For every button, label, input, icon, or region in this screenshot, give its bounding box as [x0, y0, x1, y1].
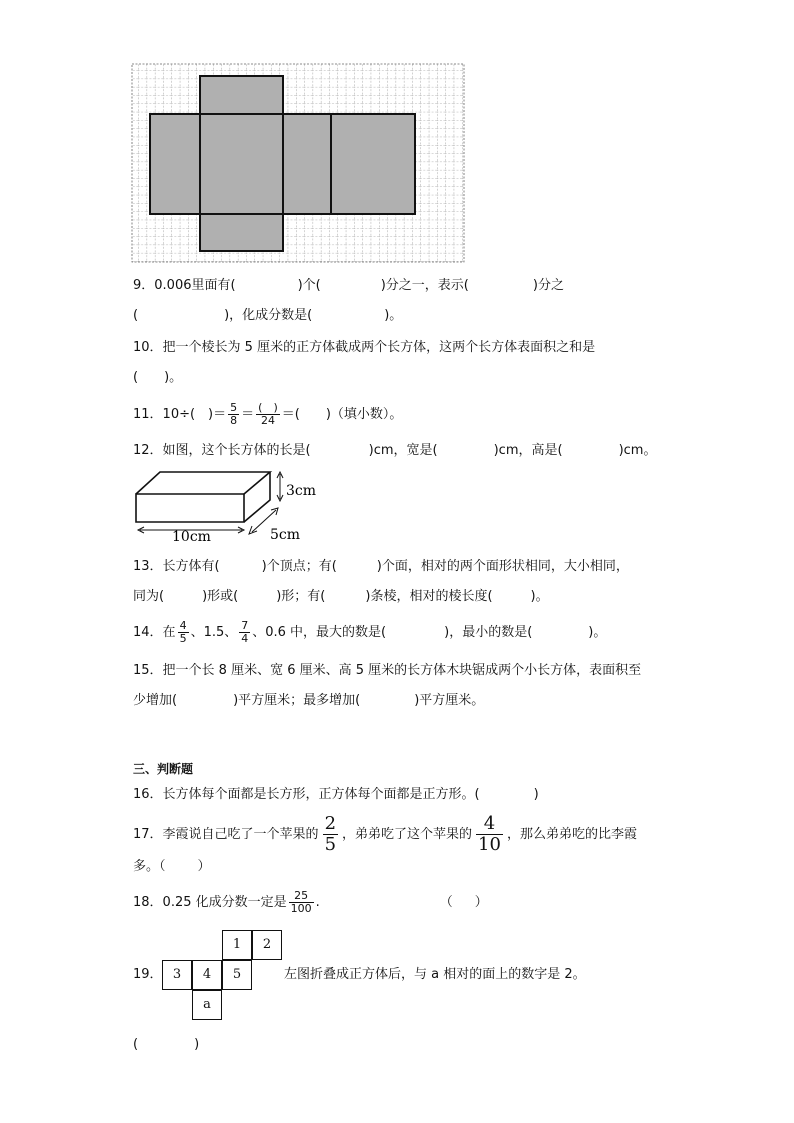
question-13-line-2: 同为( )形或( )形；有( )条棱，相对的棱长度( )。 — [133, 589, 549, 604]
question-19-number: 19． — [133, 967, 163, 982]
cuboid-figure — [130, 466, 330, 544]
length-label: 10cm — [172, 529, 211, 544]
fraction-4-10: $\frac{4}{10}$ — [478, 813, 501, 855]
net-cell-4: 4 — [192, 960, 222, 990]
net-face-left — [150, 114, 200, 214]
question-10-blank: ( )。 — [133, 370, 183, 385]
question-15-line-1: 15．把一个长 8 厘米、宽 6 厘米、高 5 厘米的长方体木块锯成两个小长方体，表面积至 — [133, 663, 642, 678]
question-17-line-2: 多。（ ） — [133, 859, 211, 874]
question-15-line-2: 少增加( )平方厘米；最多增加( )平方厘米。 — [133, 693, 485, 708]
cuboid-front-face — [136, 494, 244, 522]
fraction-4-5: $\frac{4}{5}$ — [179, 619, 187, 645]
question-19-text: 左图折叠成正方体后，与 a 相对的面上的数字是 2。 — [284, 967, 586, 982]
net-cell-a: a — [192, 990, 222, 1020]
question-13-line-1: 13．长方体有( )个顶点；有( )个面，相对的两个面形状相同，大小相同， — [133, 559, 629, 574]
fraction-5-8: $\frac{5}{8}$ — [230, 401, 238, 427]
net-cell-3: 3 — [162, 960, 192, 990]
section-title-judgement: 三、判断题 — [133, 762, 194, 776]
cuboid-top-face — [136, 472, 270, 494]
question-11: 11．10÷( )＝ $\frac{5}{8}$ ＝ $\frac{( )}{24}$ ＝( )（填小数）。 — [133, 401, 403, 427]
fraction-7-4: $\frac{7}{4}$ — [241, 619, 249, 645]
question-16: 16．长方体每个面都是长方形，正方体每个面都是正方形。( ) — [133, 787, 539, 802]
height-label: 3cm — [286, 483, 317, 499]
question-12: 12．如图，这个长方体的长是( )cm，宽是( )cm，高是( )cm。 — [133, 443, 657, 458]
question-9-line-2: ( )，化成分数是( )。 — [133, 308, 403, 323]
net-face-back — [331, 114, 415, 214]
question-17-line-1: 17．李霞说自己吃了一个苹果的 $\frac{2}{5}$ ，弟弟吃了这个苹果的 $\frac{4}{10}$ ，那么弟弟吃的比李霞 — [133, 813, 637, 855]
fraction-blank-24: $\frac{( )}{24}$ — [258, 401, 278, 427]
net-face-front — [200, 114, 283, 214]
fraction-2-5: $\frac{2}{5}$ — [324, 813, 337, 855]
net-face-top — [200, 76, 283, 114]
question-14: 14．在 $\frac{4}{5}$ 、1.5、 $\frac{7}{4}$ 、0.6 中，最大的数是( )，最小的数是( )。 — [133, 619, 607, 645]
question-19-blank: ( ) — [133, 1037, 200, 1052]
question-18: 18．0.25 化成分数一定是 $\frac{25}{100}$ . （ ） — [133, 889, 488, 915]
cuboid-right-face — [244, 472, 270, 522]
net-cell-1: 1 — [222, 930, 252, 960]
fraction-25-100: $\frac{25}{100}$ — [290, 889, 312, 915]
net-cell-2: 2 — [252, 930, 282, 960]
width-label: 5cm — [270, 527, 301, 543]
question-10-line-1: 10．把一个棱长为 5 厘米的正方体截成两个长方体，这两个长方体表面积之和是 — [133, 340, 596, 355]
net-face-bottom — [200, 214, 283, 251]
question-9-line-1: 9．0.006里面有( )个( )分之一，表示( )分之 — [133, 278, 564, 293]
net-cell-5: 5 — [222, 960, 252, 990]
cuboid-net-grid-figure — [130, 62, 466, 264]
net-face-right — [283, 114, 331, 214]
